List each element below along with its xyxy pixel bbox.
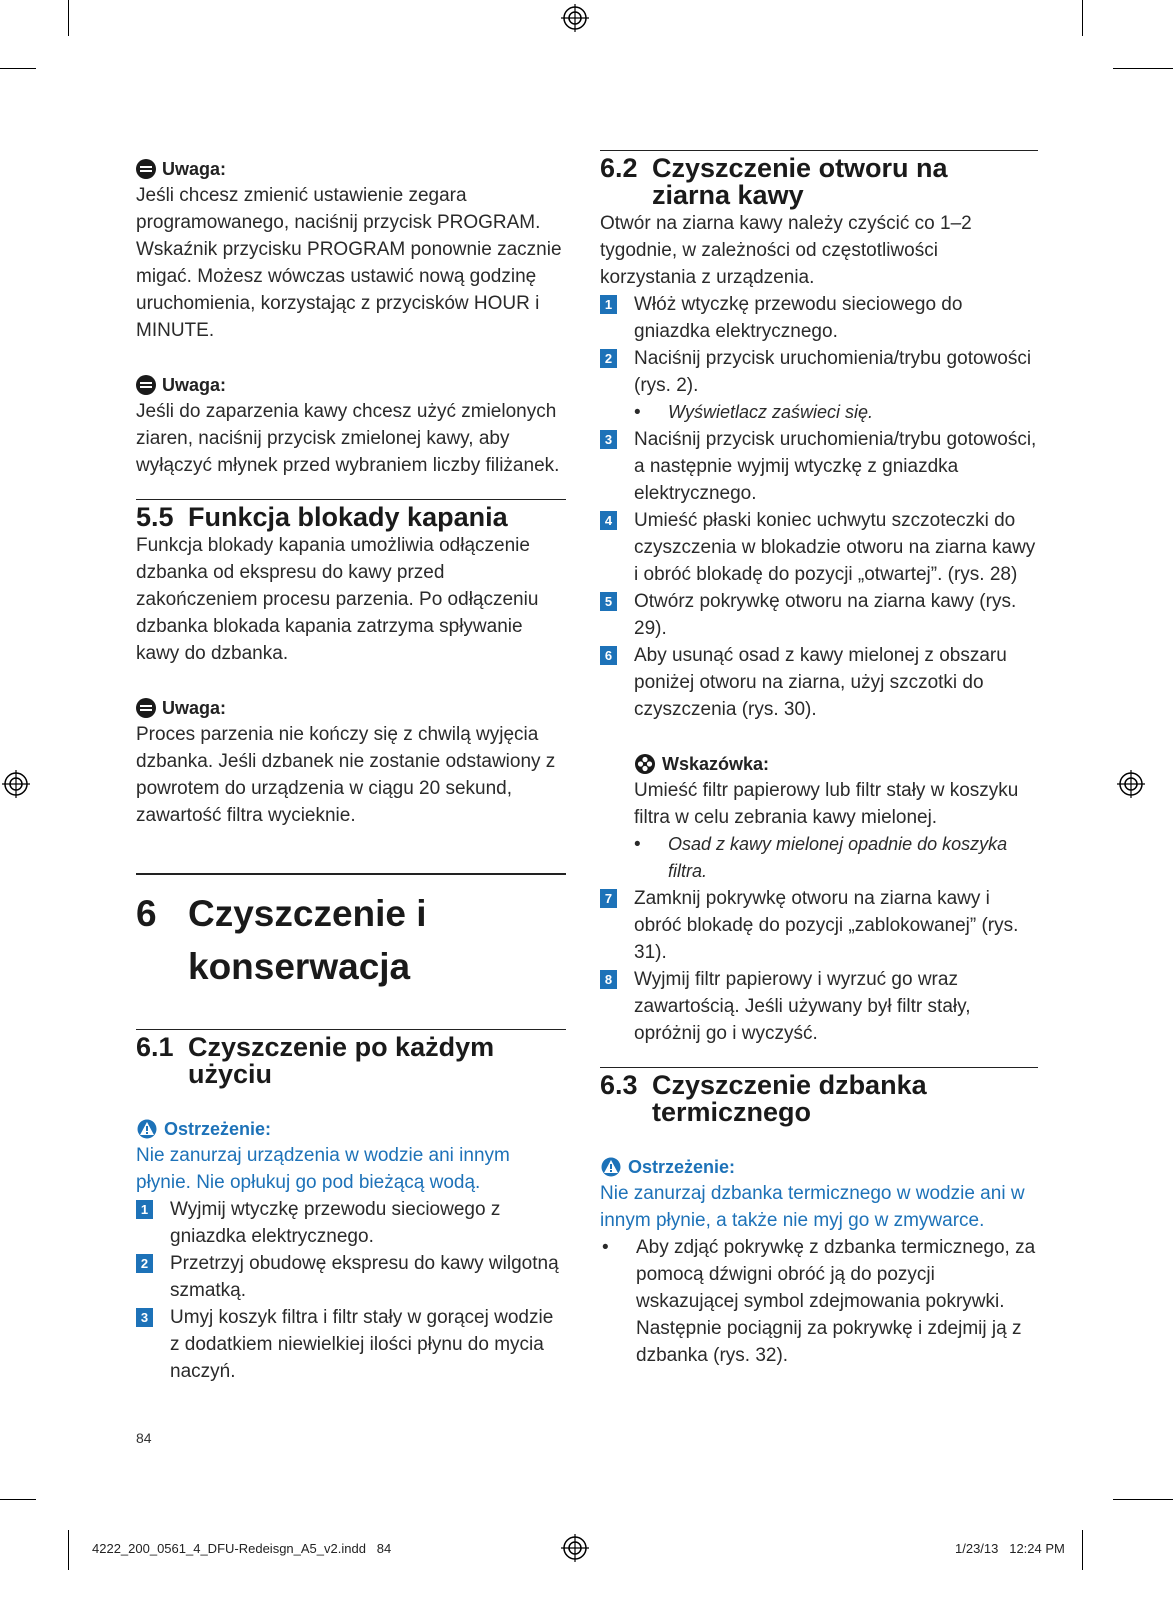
- section-number: 6.1: [136, 1032, 174, 1062]
- note-icon: [136, 159, 156, 179]
- section-title-line: użyciu: [188, 1059, 273, 1089]
- warning-block: [600, 1154, 1038, 1234]
- step-number: 7: [600, 889, 617, 908]
- step-text: Wyjmij filtr papierowy i wyrzuć go wraz zawartością. Jeśli używany był filtr stały, opróżnij go i wyczyść.: [634, 969, 971, 1044]
- note-icon: [136, 375, 156, 395]
- bullet-dot-icon: •: [602, 1237, 609, 1258]
- registration-mark-icon: [561, 1534, 589, 1562]
- crop-mark: [1082, 1530, 1083, 1570]
- step-number: 3: [600, 430, 617, 449]
- step-item: [600, 507, 1038, 588]
- section-number: 6.3: [600, 1070, 638, 1100]
- step-item: [600, 291, 1038, 345]
- note-heading: Uwaga:: [162, 697, 227, 718]
- crop-mark: [1113, 1499, 1173, 1500]
- section-title-line: ziarna kawy: [652, 180, 804, 210]
- instruction-bullet: [600, 1234, 1038, 1369]
- step-item: [136, 1304, 566, 1385]
- right-column: [600, 150, 1038, 1369]
- note-heading: Uwaga:: [162, 158, 227, 179]
- note-text: Jeśli chcesz zmienić ustawienie zegara programowanego, naciśnij przycisk PROGRAM. Wskaźnik przycisku PROGRAM ponownie zacznie migać. Możesz wówczas ustawić nową godzinę uruchomienia, korzystając z przycisków HOUR i MINUTE.: [136, 185, 562, 341]
- step-number: 2: [136, 1254, 153, 1273]
- step-list: [600, 885, 1038, 1047]
- step-text: Aby usunąć osad z kawy mielonej z obszaru poniżej otworu na ziarna, użyj szczotki do czyszczenia (rys. 30).: [634, 645, 1007, 720]
- step-item: [600, 426, 1038, 507]
- note-text: Jeśli do zaparzenia kawy chcesz użyć zmielonych ziaren, naciśnij przycisk zmielonej kawy, aby wyłączyć młynek przed wybraniem liczby filiżanek.: [136, 401, 560, 476]
- section-title: [136, 504, 566, 531]
- registration-mark-icon: [2, 770, 30, 798]
- step-number: 1: [600, 295, 617, 314]
- registration-mark-icon: [561, 4, 589, 32]
- bullet-dot-icon: •: [634, 834, 641, 855]
- step-text: Zamknij pokrywkę otworu na ziarna kawy i obróć blokadę do pozycji „zablokowanej” (rys. 31).: [634, 888, 1019, 963]
- section-title-line: Czyszczenie otworu na: [652, 153, 948, 183]
- step-text: Umieść płaski koniec uchwytu szczoteczki do czyszczenia w blokadzie otworu na ziarna kawy i obróć blokadę do pozycji „otwartej”. (rys. 28): [634, 510, 1036, 585]
- crop-mark: [1082, 0, 1083, 36]
- crop-mark: [0, 68, 36, 69]
- section-divider: [136, 499, 566, 500]
- bullet-text: Wyświetlacz zaświeci się.: [668, 402, 874, 422]
- footer-file-name: 4222_200_0561_4_DFU-Redeisgn_A5_v2.indd 84: [92, 1541, 392, 1556]
- section-title-line: Czyszczenie po każdym: [188, 1032, 495, 1062]
- section-text: Funkcja blokady kapania umożliwia odłączenie dzbanka od ekspresu do kawy przed zakończeniem procesu parzenia. Po odłączeniu dzbanka blokada kapania zatrzyma spływanie kawy do dzbanka.: [136, 535, 539, 664]
- section-6-3: [600, 1067, 1038, 1369]
- tip-icon: [634, 753, 656, 775]
- step-text: Umyj koszyk filtra i filtr stały w gorącej wodzie z dodatkiem niewielkiej ilości płynu do mycia naczyń.: [170, 1307, 554, 1382]
- section-divider: [136, 1029, 566, 1030]
- step-number: 8: [600, 970, 617, 989]
- step-number: 4: [600, 511, 617, 530]
- section-6-2: [600, 150, 1038, 1047]
- left-column: [136, 156, 566, 1385]
- step-text: Przetrzyj obudowę ekspresu do kawy wilgotną szmatką.: [170, 1253, 559, 1301]
- crop-mark: [68, 1530, 69, 1570]
- warning-heading: Ostrzeżenie:: [164, 1118, 272, 1139]
- chapter-number: 6: [136, 893, 157, 934]
- section-title: [136, 1034, 566, 1088]
- step-item: [136, 1250, 566, 1304]
- note-block: [136, 695, 566, 829]
- tip-heading: Wskazówka:: [662, 753, 770, 774]
- crop-mark: [1113, 68, 1173, 69]
- bullet-text: Aby zdjąć pokrywkę z dzbanka termicznego, za pomocą dźwigni obróć ją do pozycji wskazującej symbol zdejmowania pokrywki. Następnie pociągnij za pokrywkę i zdejmij ją z dzbanka (rys. 32).: [636, 1237, 1036, 1366]
- registration-mark-icon: [1117, 770, 1145, 798]
- result-bullet: [634, 831, 1038, 885]
- step-number: 3: [136, 1308, 153, 1327]
- warning-text: Nie zanurzaj urządzenia w wodzie ani innym płynie. Nie opłukuj go pod bieżącą wodą.: [136, 1145, 510, 1193]
- step-text: Naciśnij przycisk uruchomienia/trybu gotowości (rys. 2).: [634, 348, 1032, 396]
- warning-icon: [136, 1119, 158, 1139]
- step-item: [600, 885, 1038, 966]
- section-number: 6.2: [600, 153, 638, 183]
- step-item: [136, 1196, 566, 1250]
- chapter-title-line: Czyszczenie i: [188, 893, 427, 934]
- crop-mark: [68, 0, 69, 36]
- note-block: [136, 372, 566, 479]
- step-list: [136, 1196, 566, 1385]
- tip-block: [600, 751, 1038, 885]
- section-number: 5.5: [136, 502, 174, 532]
- section-6-1: [136, 1029, 566, 1385]
- section-title: [600, 1072, 1038, 1126]
- warning-heading: Ostrzeżenie:: [628, 1156, 736, 1177]
- step-number: 2: [600, 349, 617, 368]
- step-number: 5: [600, 592, 617, 611]
- chapter-6: [136, 873, 566, 993]
- step-item: [600, 345, 1038, 399]
- chapter-title-line: konserwacja: [188, 946, 411, 987]
- note-heading: Uwaga:: [162, 374, 227, 395]
- chapter-divider: [136, 873, 566, 875]
- warning-block: [136, 1116, 566, 1196]
- warning-icon: [600, 1157, 622, 1177]
- step-item: [600, 966, 1038, 1047]
- section-title-line: termicznego: [652, 1097, 812, 1127]
- step-text: Otwórz pokrywkę otworu na ziarna kawy (rys. 29).: [634, 591, 1017, 639]
- section-title-line: Czyszczenie dzbanka: [652, 1070, 927, 1100]
- section-5-5: [136, 499, 566, 667]
- step-text: Naciśnij przycisk uruchomienia/trybu gotowości, a następnie wyjmij wtyczkę z gniazdka elektrycznego.: [634, 429, 1037, 504]
- section-divider: [600, 150, 1038, 151]
- crop-mark: [0, 1499, 36, 1500]
- step-item: [600, 642, 1038, 723]
- page-number: 84: [136, 1430, 152, 1446]
- step-item: [600, 588, 1038, 642]
- result-bullet: [600, 399, 1038, 426]
- step-list: [600, 291, 1038, 723]
- note-icon: [136, 698, 156, 718]
- tip-text: Umieść filtr papierowy lub filtr stały w koszyku filtra w celu zebrania kawy mielonej.: [634, 780, 1019, 828]
- warning-text: Nie zanurzaj dzbanka termicznego w wodzie ani w innym płynie, a także nie myj go w zmywarce.: [600, 1183, 1025, 1231]
- section-title-text: Funkcja blokady kapania: [188, 502, 508, 532]
- bullet-dot-icon: •: [634, 402, 641, 423]
- step-text: Włóż wtyczkę przewodu sieciowego do gniazdka elektrycznego.: [634, 294, 963, 342]
- step-number: 6: [600, 646, 617, 665]
- section-divider: [600, 1067, 1038, 1068]
- step-number: 1: [136, 1200, 153, 1219]
- note-text: Proces parzenia nie kończy się z chwilą wyjęcia dzbanka. Jeśli dzbanek nie zostanie odstawiony z powrotem do urządzenia w ciągu 20 sekund, zawartość filtra wycieknie.: [136, 724, 556, 826]
- bullet-text: Osad z kawy mielonej opadnie do koszyka filtra.: [668, 834, 1008, 881]
- footer-date: 1/23/13 12:24 PM: [955, 1541, 1065, 1556]
- section-title: [600, 155, 1038, 209]
- step-text: Wyjmij wtyczkę przewodu sieciowego z gniazdka elektrycznego.: [170, 1199, 501, 1247]
- section-intro: Otwór na ziarna kawy należy czyścić co 1–2 tygodnie, w zależności od częstotliwości korzystania z urządzenia.: [600, 213, 972, 288]
- note-block: [136, 156, 566, 344]
